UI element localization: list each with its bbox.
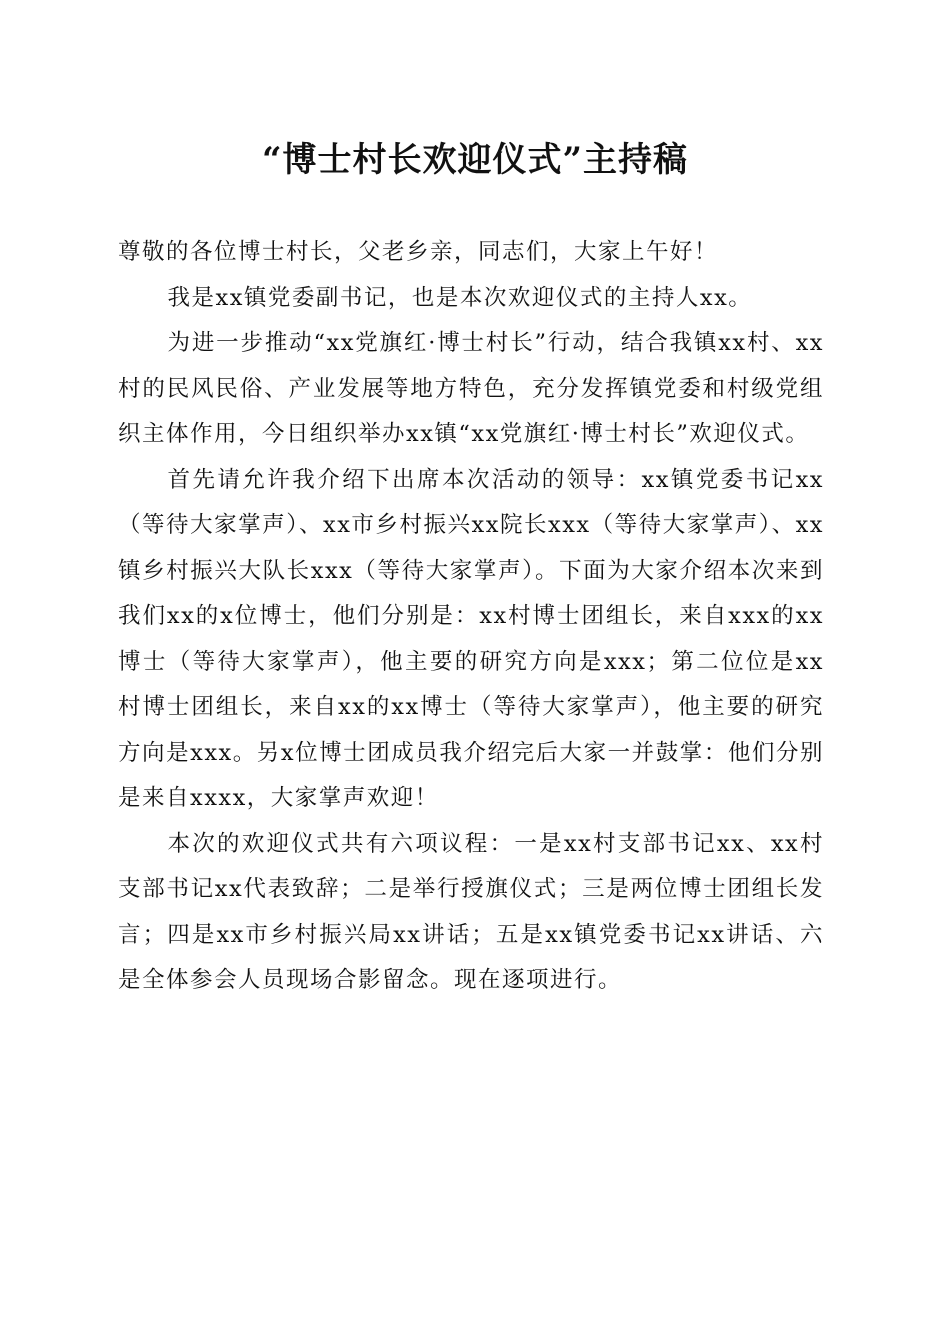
document-body (118, 230, 824, 1004)
greeting-paragraph: 尊敬的各位博士村长，父老乡亲，同志们，大家上午好！ (118, 239, 719, 265)
purpose-paragraph: 为进一步推动“xx党旗红·博士村长”行动，结合我镇xx村、xx村的民风民俗、产业发展等地方特色，充分发挥镇党委和村级党组织主体作用，今日组织举办xx镇“xx党旗红·博士村长”欢迎仪式。 (118, 330, 824, 447)
introduction-of-guests-paragraph: 首先请允许我介绍下出席本次活动的领导：xx镇党委书记xx（等待大家掌声）、xx市乡村振兴xx院长xxx（等待大家掌声）、xx镇乡村振兴大队长xxx（等待大家掌声）。下面为大家介绍本次来到我们xx的x位博士，他们分别是：xx村博士团组长，来自xxx的xx博士（等待大家掌声），他主要的研究方向是xxx；第二位位是xx村博士团组长，来自xx的xx博士（等待大家掌声），他主要的研究方向是xxx。另x位博士团成员我介绍完后大家一并鼓掌：他们分别是来自xxxx，大家掌声欢迎！ (118, 466, 824, 811)
intro-paragraph: 我是xx镇党委副书记，也是本次欢迎仪式的主持人xx。 (167, 284, 753, 311)
document-title: “博士村长欢迎仪式”主持稿 (261, 140, 689, 180)
agenda-paragraph: 本次的欢迎仪式共有六项议程：一是xx村支部书记xx、xx村支部书记xx代表致辞；二是举行授旗仪式；三是两位博士团组长发言；四是xx市乡村振兴局xx讲话；五是xx镇党委书记xx讲话、六是全体参会人员现场合影留念。现在逐项进行。 (118, 830, 824, 993)
